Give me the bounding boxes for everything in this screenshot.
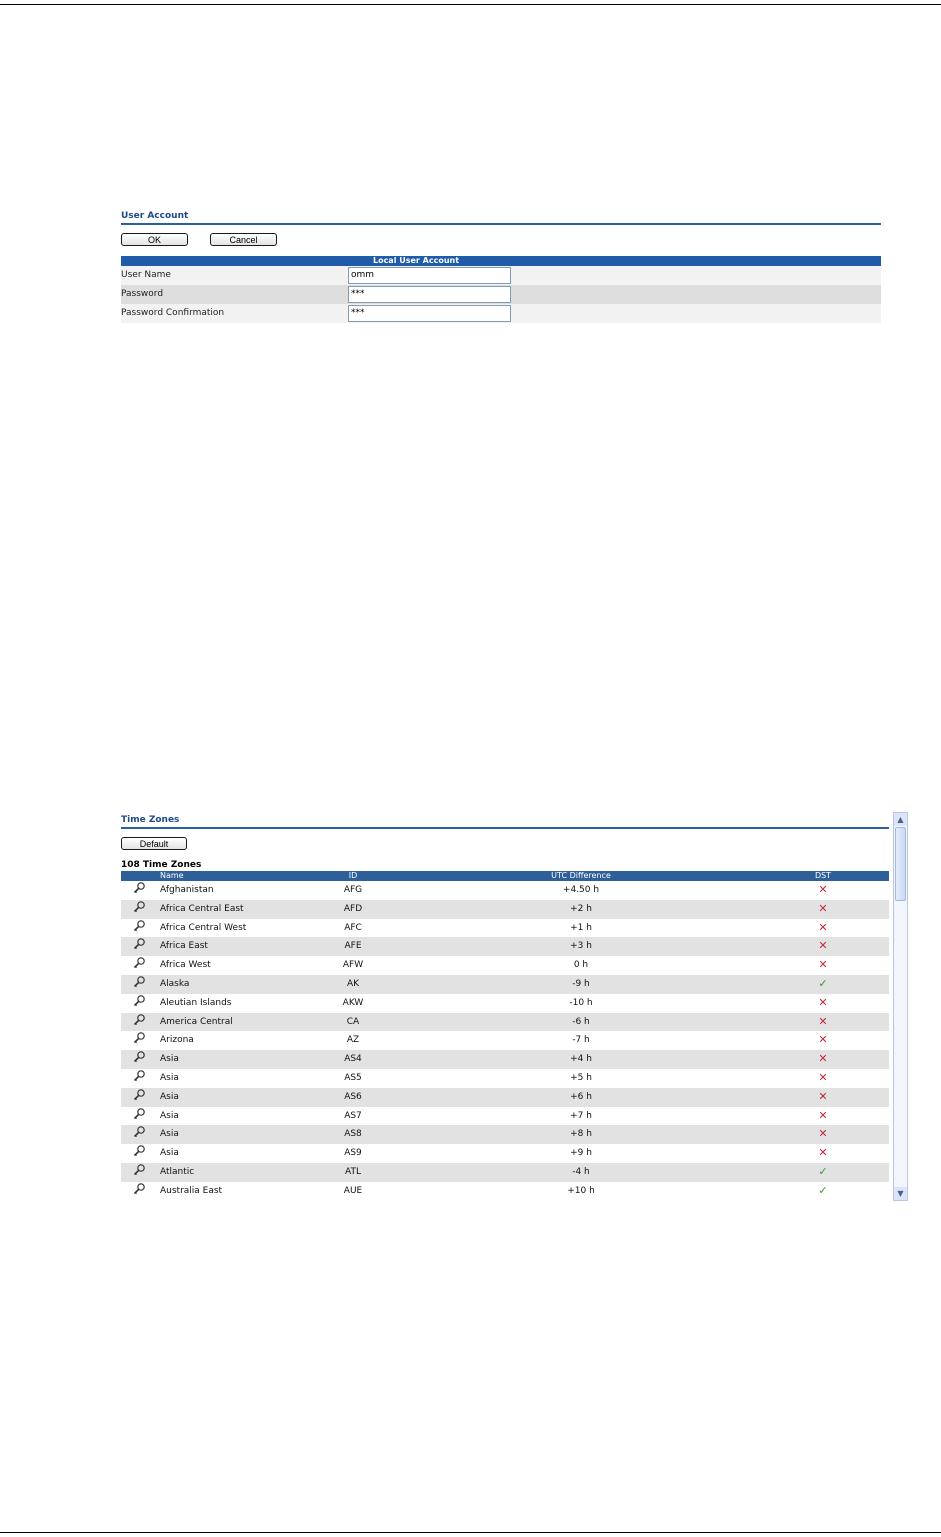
time-zone-id: AZ (346, 1035, 360, 1046)
edit-icon[interactable] (133, 1144, 147, 1165)
time-zone-name: Africa West (160, 960, 211, 971)
time-zone-utc-difference: 0 h (573, 960, 589, 971)
time-zone-id: AKW (342, 997, 364, 1008)
time-zone-utc-difference: +2 h (570, 903, 592, 914)
edit-icon[interactable] (133, 975, 147, 996)
time-zone-id: AFG (343, 885, 363, 895)
cross-icon: ✕ (818, 1127, 828, 1141)
cross-icon: ✕ (818, 939, 828, 953)
time-zone-utc-difference: -6 h (572, 1016, 590, 1027)
password-confirmation-input[interactable]: *** (348, 305, 511, 322)
time-zone-id: AS4 (344, 1054, 362, 1065)
column-header-dst[interactable]: DST (814, 871, 832, 880)
time-zone-name: Australia East (160, 1185, 223, 1196)
time-zone-utc-difference: -7 h (572, 1035, 590, 1046)
time-zone-id: CA (346, 1016, 360, 1027)
time-zone-id: AUE (343, 1185, 363, 1196)
time-zone-count: 108 Time Zones (121, 860, 202, 870)
user-account-title: User Account (121, 211, 189, 221)
cross-icon: ✕ (818, 920, 828, 934)
table-row[interactable] (121, 1144, 889, 1163)
column-header-id[interactable]: ID (348, 871, 358, 880)
time-zone-id: AFE (344, 941, 362, 952)
time-zone-id: AS6 (344, 1091, 362, 1102)
time-zone-name: Asia (160, 1054, 179, 1065)
time-zone-utc-difference: +1 h (570, 922, 592, 933)
time-zone-utc-difference: -10 h (569, 997, 593, 1008)
time-zone-utc-difference: +3 h (570, 941, 592, 952)
local-user-account-header (121, 256, 881, 266)
default-button[interactable]: Default (121, 837, 187, 850)
table-row[interactable] (121, 1163, 889, 1182)
time-zone-utc-difference: +4.50 h (562, 885, 600, 895)
page-top-rule (0, 4, 941, 5)
edit-icon[interactable] (133, 1031, 147, 1052)
user-name-input[interactable]: omm (348, 267, 511, 284)
time-zone-name: Africa Central East (160, 903, 244, 914)
time-zone-id: AS8 (344, 1129, 362, 1140)
time-zones-scrollbar[interactable] (893, 812, 908, 1201)
time-zones-title: Time Zones (121, 815, 180, 825)
scrollbar-thumb[interactable] (895, 827, 906, 901)
time-zones-table-body (121, 881, 889, 1201)
user-name-label: User Name (121, 270, 171, 280)
time-zone-utc-difference: -4 h (572, 1166, 590, 1177)
check-icon: ✓ (818, 976, 828, 990)
edit-icon[interactable] (133, 1182, 147, 1203)
edit-icon[interactable] (133, 1069, 147, 1090)
time-zone-utc-difference: +6 h (570, 1091, 592, 1102)
time-zone-utc-difference: +10 h (567, 1185, 595, 1196)
password-confirmation-label: Password Confirmation (121, 308, 225, 318)
table-row[interactable] (121, 937, 889, 956)
table-row[interactable] (121, 900, 889, 919)
time-zone-utc-difference: +9 h (570, 1148, 592, 1159)
password-label: Password (121, 289, 164, 299)
cross-icon: ✕ (818, 1089, 828, 1103)
table-row[interactable] (121, 1069, 889, 1088)
check-icon: ✓ (818, 1164, 828, 1178)
time-zones-table-header (121, 871, 889, 881)
table-row[interactable] (121, 919, 889, 938)
time-zone-id: ATL (345, 1166, 361, 1177)
edit-icon[interactable] (133, 1125, 147, 1146)
cross-icon: ✕ (818, 1070, 828, 1084)
time-zone-utc-difference: -9 h (572, 978, 590, 989)
time-zone-utc-difference: +8 h (570, 1129, 592, 1140)
edit-icon[interactable] (133, 900, 147, 921)
table-row[interactable] (121, 1125, 889, 1144)
user-account-title-underline (121, 223, 881, 225)
page-bottom-rule (0, 1532, 941, 1533)
time-zone-id: AFW (342, 960, 364, 971)
cross-icon: ✕ (818, 1146, 828, 1160)
table-row[interactable] (121, 975, 889, 994)
cross-icon: ✕ (818, 1052, 828, 1066)
table-row[interactable] (121, 1107, 889, 1126)
time-zone-utc-difference: +5 h (570, 1072, 592, 1083)
time-zones-title-underline (121, 827, 889, 829)
time-zone-utc-difference: +4 h (570, 1054, 592, 1065)
password-input[interactable]: *** (348, 286, 511, 303)
time-zones-panel (121, 815, 889, 849)
edit-icon[interactable] (133, 1163, 147, 1184)
time-zone-id: AS5 (344, 1072, 362, 1083)
time-zone-name: America Central (160, 1016, 233, 1027)
edit-icon[interactable] (133, 994, 147, 1015)
cross-icon: ✕ (818, 883, 828, 896)
table-row[interactable] (121, 1013, 889, 1032)
time-zone-name: Africa East (160, 941, 208, 952)
time-zone-utc-difference: +7 h (570, 1110, 592, 1121)
time-zone-id: AS7 (344, 1110, 362, 1121)
scroll-up-arrow-icon[interactable]: ▲ (894, 813, 907, 826)
time-zone-name: Africa Central West (160, 922, 247, 933)
edit-icon[interactable] (133, 1013, 147, 1034)
edit-icon[interactable] (133, 1088, 147, 1109)
column-header-name[interactable]: Name (160, 871, 184, 880)
time-zone-name: Aleutian Islands (160, 997, 232, 1008)
user-name-row (121, 266, 881, 285)
time-zone-id: AFD (343, 903, 363, 914)
edit-icon[interactable] (133, 937, 147, 958)
time-zone-id: AK (346, 978, 360, 989)
table-row[interactable] (121, 1088, 889, 1107)
time-zone-name: Asia (160, 1110, 179, 1121)
edit-icon[interactable] (133, 956, 147, 977)
cross-icon: ✕ (818, 1014, 828, 1028)
time-zone-name: Asia (160, 1148, 179, 1159)
time-zone-name: Asia (160, 1129, 179, 1140)
edit-icon[interactable] (133, 919, 147, 940)
user-account-panel (121, 211, 881, 318)
time-zone-name: Asia (160, 1091, 179, 1102)
table-row[interactable] (121, 881, 889, 900)
time-zone-name: Alaska (160, 978, 190, 989)
edit-icon[interactable] (133, 1050, 147, 1071)
password-row (121, 285, 881, 304)
time-zone-name: Asia (160, 1072, 179, 1083)
time-zone-id: AFC (344, 922, 362, 933)
column-header-utc-difference[interactable]: UTC Difference (551, 871, 611, 880)
cross-icon: ✕ (818, 958, 828, 972)
edit-icon[interactable] (133, 881, 147, 902)
time-zone-name: Afghanistan (160, 885, 214, 895)
time-zone-id: AS9 (344, 1148, 362, 1159)
table-row[interactable] (121, 994, 889, 1013)
ok-button[interactable]: OK (121, 233, 188, 246)
cross-icon: ✕ (818, 1108, 828, 1122)
cross-icon: ✕ (818, 1033, 828, 1047)
table-row[interactable] (121, 956, 889, 975)
time-zone-name: Atlantic (160, 1166, 195, 1177)
scroll-down-arrow-icon[interactable]: ▼ (894, 1187, 907, 1200)
time-zone-name: Arizona (160, 1035, 194, 1046)
local-user-account-header-label: Local User Account (372, 256, 460, 265)
password-confirmation-row (121, 304, 881, 323)
table-row[interactable] (121, 1182, 889, 1201)
edit-icon[interactable] (133, 1107, 147, 1128)
cross-icon: ✕ (818, 901, 828, 915)
cancel-button[interactable]: Cancel (210, 233, 277, 246)
table-row[interactable] (121, 1050, 889, 1069)
table-row[interactable] (121, 1031, 889, 1050)
check-icon: ✓ (818, 1183, 828, 1197)
cross-icon: ✕ (818, 995, 828, 1009)
